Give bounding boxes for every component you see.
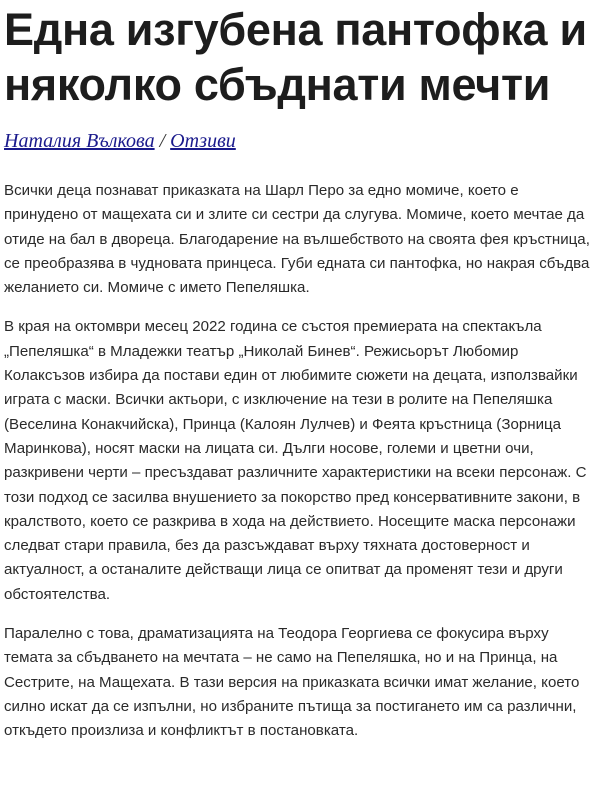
meta-separator: /	[159, 130, 166, 152]
article-title: Една изгубена пантофка и няколко сбъднати мечти	[4, 4, 587, 110]
article-paragraph: Паралелно с това, драматизацията на Теодора Георгиева се фокусира върху темата за сбъдването на мечтата – не само на Пепеляшка, но и на Принца, на Сестрите, на Мащехата. В тази версия на приказката всички имат желание, което силно искат да се изпълни, но избраните пътища за постигането им са различни, откъдето произлиза и конфликтът в постановката.	[4, 625, 580, 740]
article-paragraph: Всички деца познават приказката на Шарл Перо за едно момиче, което е принудено от мащехата си и злите си сестри да слугува. Момиче, което мечтае да отиде на бал в двореца. Благодарение на вълшебството на своята фея кръстница, се преобразява в чудновата принцеса. Губи едната си пантофка, но накрая сбъдва желанието си. Момиче с името Пепеляшка.	[4, 182, 590, 297]
article-body	[4, 179, 594, 744]
author-link[interactable]: Наталия Вълкова	[4, 130, 155, 152]
category-link[interactable]: Отзиви	[170, 130, 236, 152]
article	[4, 0, 594, 759]
article-paragraph: В края на октомври месец 2022 година се състоя премиерата на спектакъла „Пепеляшка“ в Младежки театър „Николай Бинев“. Режисьорът Любомир Колаксъзов избира да постави един от любимите сюжети на децата, използвайки играта с маски. Всички актьори, с изключение на тези в ролите на Пепеляшка (Веселина Конакчийска), Принца (Калоян Лулчев) и Феята кръстница (Зорница Маринкова), носят маски на лицата си. Дълги носове, големи и цветни очи, разкривени черти – пресъздават различните характеристики на всеки персонаж. С този подход се засилва внушението за покорство пред консервативните закони, в кралството, което се разкрива в хода на действието. Носещите маска персонажи следват стари правила, без да разсъждават върху тяхната достоверност и актуалност, а останалите действащи лица се опитват да променят тези и други обстоятелства.	[4, 318, 587, 603]
article-meta	[4, 129, 594, 153]
